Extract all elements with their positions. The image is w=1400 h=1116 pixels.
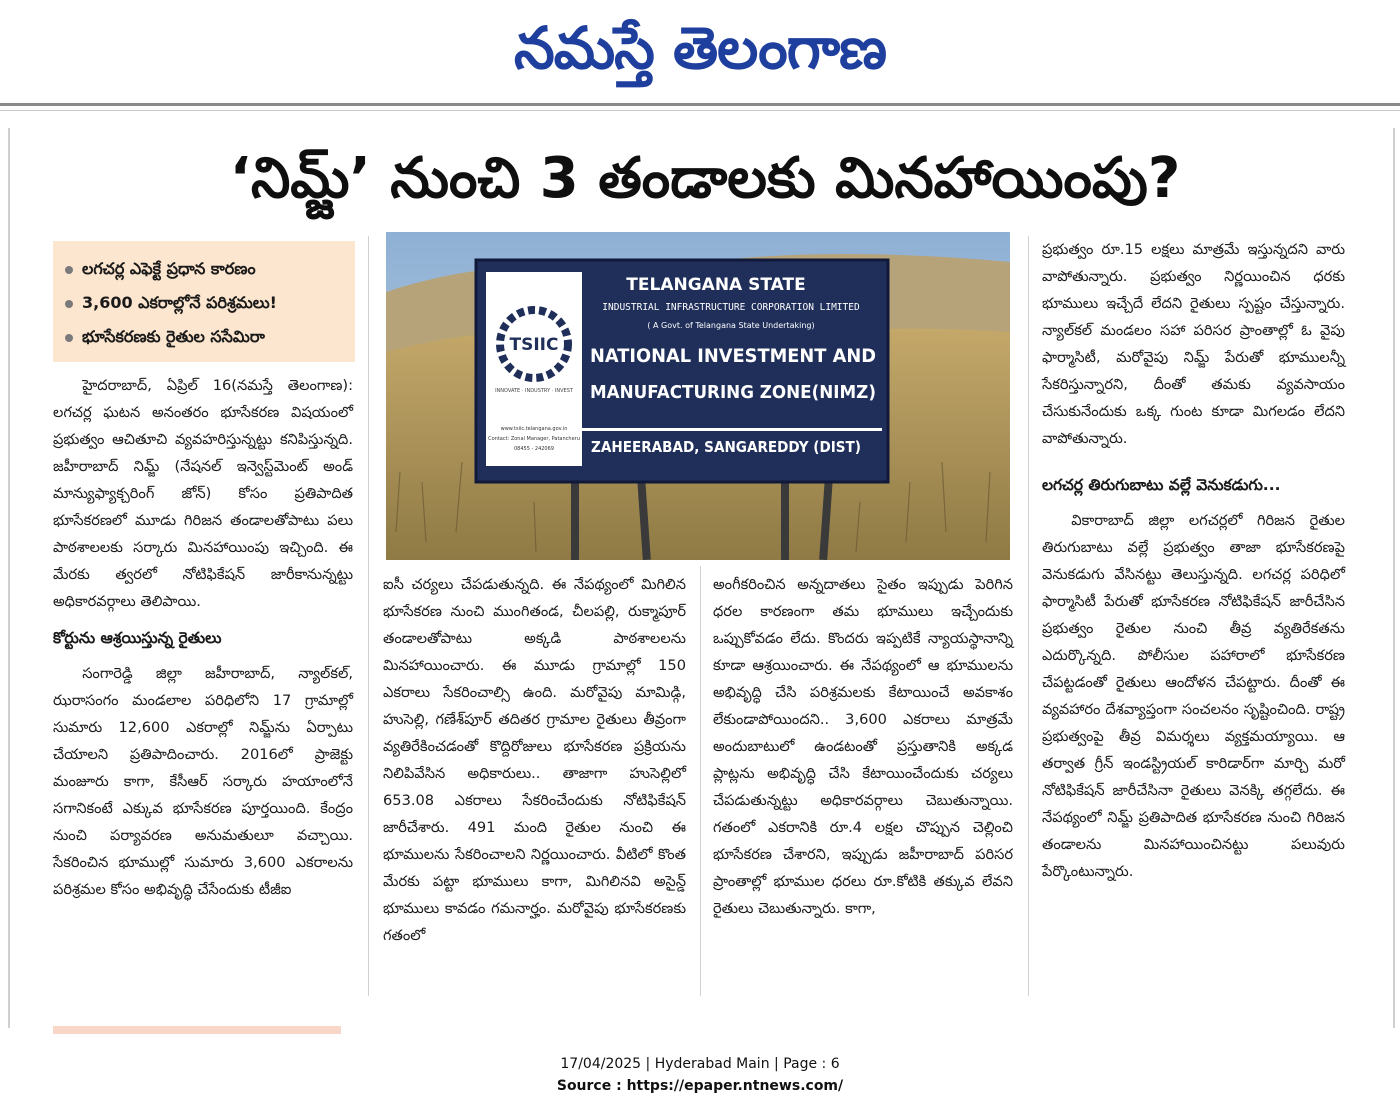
lead-paragraph: హైదరాబాద్, ఏప్రిల్ 16(నమస్తే తెలంగాణ): లగచర్ల ఘటన అనంతరం భూసేకరణ విషయంలో ప్రభుత్వం ఆచితూచి వ్యవహరిస్తున్నట్టు కనిపిస్తున్నది. జహీరాబాద్ నిమ్జ్ (నేషనల్ ఇన్వెస్ట్‌మెంట్ అండ్ మాన్యుఫ్యాక్చరింగ్ జోన్) కోసం ప్రతిపాదిత భూసేకరణలో మూడు గిరిజన తండాలతోపాటు పలు పాఠశాలలకు సర్కారు మినహాయింపు ఇచ్చింది. ఈ మేరకు త్వరలో నోటిఫికేషన్ జారీకానున్నట్టు అధికారవర్గాలు తెలిపాయి. (53, 377, 353, 610)
sign-line-3: ( A Govt. of Telangana State Undertaking) (647, 321, 815, 330)
masthead-rule (0, 103, 1400, 106)
bullet-icon (65, 266, 73, 274)
sign-line-4: NATIONAL INVESTMENT AND (590, 345, 876, 367)
subheading: కోర్టును ఆశ్రయిస్తున్న రైతులు (53, 629, 222, 647)
article-column-2 (383, 571, 686, 949)
sign-line-1: TELANGANA STATE (626, 275, 806, 295)
body-paragraph: అంగీకరించిన అన్నదాతలు సైతం ఇప్పుడు పెరిగిన ధరల కారణంగా తమ భూములు ఇచ్చేందుకు ఒప్పుకోవడం లేదు. కొందరు ఇప్పటికే న్యాయస్థానాన్ని కూడా ఆశ్రయించారు. ఈ నేపథ్యంలో ఆ భూములను అభివృద్ధి చేసి పరిశ్రమలకు కేటాయించే అవకాశం లేకుండాపోయిందని.. 3,600 ఎకరాలు మాత్రమే అందుబాటులో ఉండటంతో ప్రస్తుతానికి అక్కడ ప్లాట్లను అభివృద్ధి చేసి కేటాయించేందుకు చర్యలు చేపడుతున్నట్టు అధికారవర్గాలు చెబుతున్నాయి. గతంలో ఎకరానికి రూ.4 లక్షల చొప్పున చెల్లించి భూసేకరణ చేశారని, ఇప్పుడు జహీరాబాద్ పరిసర ప్రాంతాల్లో భూముల ధరలు రూ.కోటికి తక్కువ లేవని రైతులు చెబుతున్నారు. కాగా, (713, 576, 1013, 917)
body-paragraph: సంగారెడ్డి జిల్లా జహీరాబాద్, న్యాల్‌కల్, ఝరాసంగం మండలాల పరిధిలోని 17 గ్రామాల్లో సుమారు 12,600 ఎకరాల్లో నిమ్జ్‌ను ఏర్పాటు చేయాలని ప్రతిపాదించారు. 2016లో ప్రాజెక్టు మంజూరు కాగా, కేసీఆర్ సర్కారు హయాంలోనే సగానికంటే ఎక్కువ భూసేకరణ పూర్తయింది. కేంద్రం నుంచి పర్యావరణ అనుమతులూ వచ్చాయి. సేకరించిన భూముల్లో సుమారు 3,600 ఎకరాలను పరిశ్రమల కోసం అభివృద్ధి చేసేందుకు టీజీఐ (53, 665, 353, 898)
sign-contact-phone: 08455 - 242069 (514, 446, 554, 452)
footer-date-page: 17/04/2025 | Hyderabad Main | Page : 6 (560, 1056, 840, 1072)
sign-line-2: INDUSTRIAL INFRASTRUCTURE CORPORATION LIMITED (602, 302, 860, 313)
right-border (1393, 128, 1395, 1028)
tsiic-logo: TSIIC (509, 335, 559, 355)
column-divider (368, 236, 369, 996)
body-paragraph: ప్రభుత్వం రూ.15 లక్షలు మాత్రమే ఇస్తున్నదని వారు వాపోతున్నారు. ప్రభుత్వం నిర్ణయించిన ధరకు భూములు ఇచ్చేదే లేదని రైతులు స్పష్టం చేస్తున్నారు. న్యాల్‌కల్ మండలం సహా పరిసర ప్రాంతాల్లో ఓ వైపు ఫార్మాసిటీ, మరోవైపు నిమ్జ్ పేరుతో భూములన్నీ సేకరిస్తున్నారని, దీంతో తమకు వ్యవసాయం చేసుకునేందుకు ఒక్క గుంట కూడా మిగలడం లేదని వాపోతున్నారు. (1042, 241, 1345, 447)
sign-line-6: ZAHEERABAD, SANGAREDDY (DIST) (591, 438, 861, 456)
newspaper-logo: నమస్తే తెలంగాణ (514, 14, 886, 82)
footer-source: Source : https://epaper.ntnews.com/ (556, 1078, 844, 1094)
nimz-signboard-photo (386, 232, 1010, 560)
next-article-strip (53, 1026, 341, 1034)
body-paragraph: ఐసీ చర్యలు చేపడుతున్నది. ఈ నేపథ్యంలో మిగిలిన భూసేకరణ నుంచి ముంగితండ, చీలపల్లి, రుక్మాపూర్ తండాలతోపాటు అక్కడి పాఠశాలలను మినహాయించారు. ఈ మూడు గ్రామాల్లో 150 ఎకరాలు సేకరించాల్సి ఉంది. మరోవైపు మామిడ్గి, హుసెల్లి, గణేశ్‌పూర్ తదితర గ్రామాల రైతులు తీవ్రంగా వ్యతిరేకించడంతో కొద్దిరోజులు భూసేకరణ ప్రక్రియను నిలిపివేసిన అధికారులు.. తాజాగా హుసెల్లిలో 653.08 ఎకరాలు సేకరించేందుకు నోటిఫికేషన్ జారీచేశారు. 491 మంది రైతుల నుంచి ఈ భూములను సేకరించాలని నిర్ణయించారు. వీటిలో కొంత మేరకు పట్టా భూములు కాగా, మిగిలినవి అసైన్డ్ భూములు కావడం గమనార్హం. మరోవైపు భూసేకరణకు గతంలో (383, 576, 686, 944)
highlight-item: లగచర్ల ఎఫెక్టే ప్రధాన కారణం (65, 256, 355, 282)
body-paragraph: వికారాబాద్ జిల్లా లగచర్లలో గిరిజన రైతుల తిరుగుబాటు వల్లే ప్రభుత్వం తాజా భూసేకరణపై వెనుకడుగు వేసినట్టు తెలుస్తున్నది. లగచర్ల పరిధిలో ఫార్మాసిటీ పేరుతో భూసేకరణ నోటిఫికేషన్ జారీచేసిన ప్రభుత్వం రైతుల నుంచి తీవ్ర వ్యతిరేకతను ఎదుర్కొన్నది. పోలీసుల పహారాలో భూసేకరణ చేపట్టడంతో రైతులు ఆందోళన చేపట్టారు. దీంతో ఈ వ్యవహారం దేశవ్యాప్తంగా సంచలనం సృష్టించింది. రాష్ట్ర ప్రభుత్వంపై తీవ్ర విమర్శలు వ్యక్తమయ్యాయి. ఆ తర్వాత గ్రీన్ ఇండస్ట్రియల్ కారిడార్‌గా మార్చి మరో నోటిఫికేషన్ జారీచేసినా రైతులు వెనక్కి తగ్గలేదు. ఈ నేపథ్యంలో నిమ్జ్ ప్రతిపాదిత భూసేకరణ నుంచి గిరిజన తండాలను మినహాయించినట్టు పలువురు పేర్కొంటున్నారు. (1042, 512, 1345, 880)
article-column-4 (1042, 236, 1345, 885)
sign-line-5: MANUFACTURING ZONE(NIMZ) (590, 382, 876, 403)
bullet-icon (65, 300, 73, 308)
subheading: లగచర్ల తిరుగుబాటు వల్లే వెనుకడుగు... (1042, 476, 1281, 494)
bullet-icon (65, 334, 73, 342)
masthead-rule-thin (0, 110, 1400, 111)
article-column-1 (53, 372, 353, 903)
highlight-item: 3,600 ఎకరాల్లోనే పరిశ్రమలు! (65, 290, 355, 316)
article-column-3 (713, 571, 1013, 922)
sign-contact-web: www.tsiic.telangana.gov.in (500, 426, 568, 432)
logo-tagline: INNOVATE · INDUSTRY · INVEST (495, 388, 573, 394)
sign-contact-office: Contact: Zonal Manager, Patancheru (488, 436, 580, 442)
highlight-item: భూసేకరణకు రైతుల ససేమిరా (65, 324, 355, 350)
column-divider (700, 566, 701, 996)
highlights-box (53, 241, 355, 362)
column-divider (1028, 236, 1029, 996)
left-border (8, 128, 10, 1028)
masthead (0, 0, 1400, 100)
article-headline: ‘నిమ్జ్’ నుంచి 3 తండాలకు మినహాయింపు? (229, 146, 1181, 211)
